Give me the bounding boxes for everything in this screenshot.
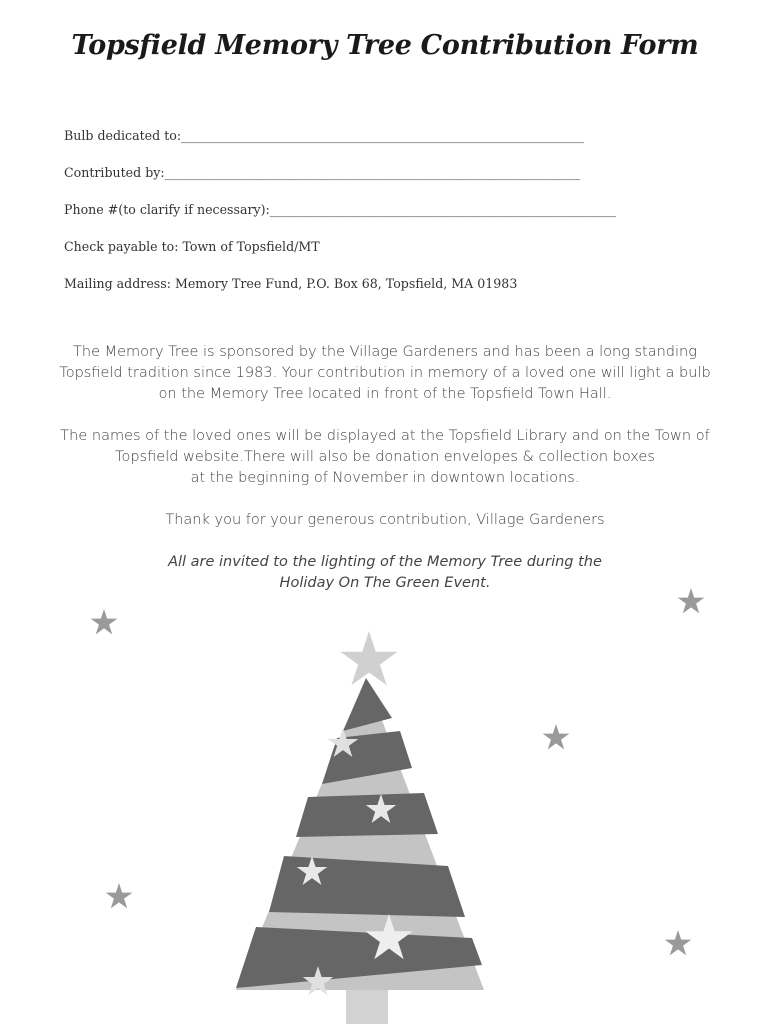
tree-ribbon <box>296 793 438 837</box>
thank-you-text: Thank you for your generous contribution, Village Gardeners <box>165 512 605 528</box>
sponsor-line-1: The Memory Tree is sponsored by the Village Gardeners and has been a long standing <box>73 344 697 360</box>
invitation-line-1: All are invited to the lighting of the Memory Tree during the <box>168 554 602 570</box>
form-fields <box>64 126 664 311</box>
names-paragraph <box>30 426 740 489</box>
mailing-address-text: Mailing address: Memory Tree Fund, P.O. Box 68, Topsfield, MA 01983 <box>64 276 518 291</box>
names-line-2: Topsfield website.There will also be donation envelopes & collection boxes <box>115 449 655 465</box>
sponsor-paragraph <box>30 342 740 405</box>
tree-ribbon <box>343 678 392 731</box>
tree-top-star-icon <box>340 631 397 685</box>
star-icon <box>543 724 570 749</box>
tree-illustration <box>0 580 770 1024</box>
tree-trunk <box>346 985 388 1024</box>
sponsor-line-2: Topsfield tradition since 1983. Your contribution in memory of a loved one will light a bulb <box>59 365 711 381</box>
star-icon <box>106 883 133 908</box>
sponsor-line-3: on the Memory Tree located in front of the Topsfield Town Hall. <box>158 386 612 402</box>
contributed-by-field[interactable]: Contributed by:__________________________________________________________________ <box>64 165 581 180</box>
star-icon <box>91 609 118 634</box>
names-line-1: The names of the loved ones will be displayed at the Topsfield Library and on the Town of <box>60 428 710 444</box>
bulb-dedicated-field[interactable]: Bulb dedicated to:________________________________________________________________ <box>64 128 585 143</box>
star-icon <box>665 930 692 955</box>
check-payable-text: Check payable to: Town of Topsfield/MT <box>64 239 320 254</box>
names-line-3: at the beginning of November in downtown locations. <box>190 470 580 486</box>
star-icon <box>678 588 705 613</box>
invitation-line-2: Holiday On The Green Event. <box>279 575 491 591</box>
phone-field[interactable]: Phone #(to clarify if necessary):_______________________________________________________ <box>64 202 617 217</box>
form-title: Topsfield Memory Tree Contribution Form <box>71 30 699 61</box>
